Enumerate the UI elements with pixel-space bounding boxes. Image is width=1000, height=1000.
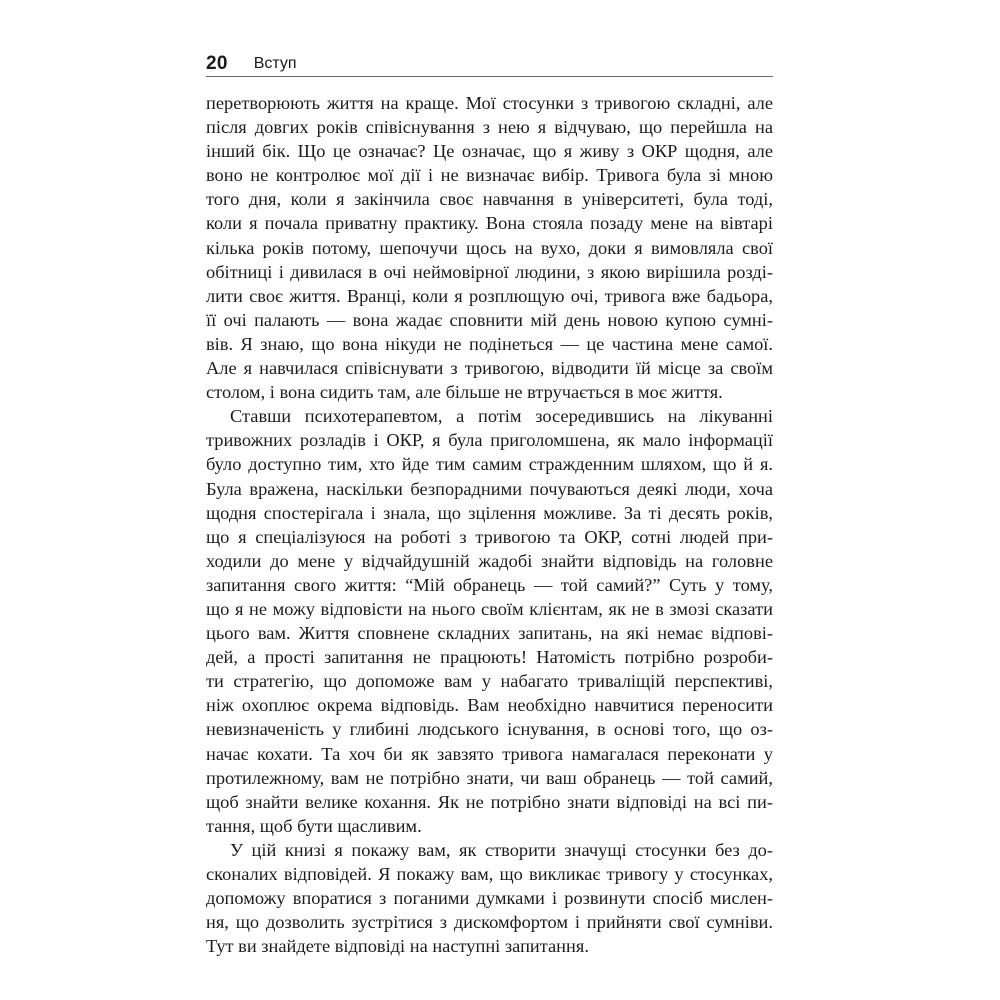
book-page xyxy=(206,52,773,958)
text-line: Тут ви знайдете відповіді на наступні запитання. xyxy=(206,936,589,957)
text-line: цього вам. Життя сповнене складних запитань, на які немає відпові- xyxy=(206,623,773,644)
text-line: що я не можу відповісти на нього своїм клієнтам, як не в змозі сказати xyxy=(206,598,773,619)
text-line: того дня, коли я закінчила своє навчання в університеті, була тоді, xyxy=(206,189,773,210)
text-line: після довгих років співіснування з нею я відчуваю, що перейшла на xyxy=(206,117,773,138)
text-line: лити своє життя. Вранці, коли я розплющую очі, тривога вже бадьора, xyxy=(206,285,773,306)
text-line: інший бік. Що це означає? Це означає, що я живу з ОКР щодня, але xyxy=(206,141,773,162)
text-line: ти стратегію, що допоможе вам у набагато триваліщій перспективі, xyxy=(206,671,773,692)
text-line: ня, що дозволить зустрітися з дискомфортом і прийняти свої сумніви. xyxy=(206,912,773,933)
text-line: воно не контролює мої дії і не визначає вибір. Тривога була зі мною xyxy=(206,165,773,186)
text-line: сконалих відповідей. Я покажу вам, що викликає тривогу у стосунках, xyxy=(206,864,773,884)
text-line: обітниці і дивилася в очі неймовірної людини, з якою вирішила розді- xyxy=(206,261,773,282)
text-line: коли я почала приватну практику. Вона стояла позаду мене на вівтарі xyxy=(206,213,773,234)
text-line: начає кохати. Та хоч би як завзято тривога намагалася переконати у xyxy=(206,743,773,764)
text-line: кілька років потому, шепочучи щось на вухо, доки я вимовляла свої xyxy=(206,237,773,258)
text-line: столом, і вона сидить там, але більше не втручається в моє життя. xyxy=(206,382,723,403)
text-line: протилежному, вам не потрібно знати, чи ваш обранець — той самий, xyxy=(206,767,773,788)
running-header xyxy=(206,52,773,77)
text-line: дей, а прості запитання не працюють! Натомість потрібно розроби- xyxy=(206,647,773,668)
text-line: запитання свого життя: “Мій обранець — той самий?” Суть у тому, xyxy=(206,574,773,595)
text-line: ніж охоплює окрема відповідь. Вам необхідно навчитися переносити xyxy=(206,695,773,716)
text-line: вів. Я знаю, що вона нікуди не подінеться — це частина мене самої. xyxy=(206,333,773,354)
page-number: 20 xyxy=(206,53,228,74)
text-line: Але я навчилася співіснувати з тривогою, відводити їй місце за своїм xyxy=(206,358,773,379)
text-line: щодня спостерігала і знала, що зцілення можливе. За ті десять років, xyxy=(206,502,773,523)
text-line: що я спеціалізуюся на роботі з тривогою та ОКР, сотні людей при- xyxy=(206,526,773,547)
text-line: щоб знайти велике кохання. Як не потрібно знати відповіді на всі пи- xyxy=(206,791,773,812)
paragraph xyxy=(206,838,773,958)
chapter-title: Вступ xyxy=(253,55,297,72)
text-line: Була вражена, наскільки безпорадними почуваються деякі люди, хоча xyxy=(206,478,773,499)
text-line: допоможу впоратися з поганими думками і розвинути спосіб мислен- xyxy=(206,888,773,909)
text-line: тривожних розладів і ОКР, я була приголомшена, як мало інформації xyxy=(206,430,773,451)
text-line: було доступно тим, хто йде тим самим стражденним шляхом, що й я. xyxy=(206,454,773,475)
text-line: невизначеність у глибині людського існування, в основі того, що оз- xyxy=(206,719,773,740)
text-line: ходили до мене у відчайдушній жадобі знайти відповідь на головне xyxy=(206,550,773,571)
text-line: тання, щоб бути щасливим. xyxy=(206,815,422,836)
text-line: перетворюють життя на краще. Мої стосунки з тривогою складні, але xyxy=(206,93,773,113)
body-text xyxy=(206,91,773,958)
paragraph xyxy=(206,91,773,404)
text-line: її очі палають — вона жадає сповнити мій день новою купою сумні- xyxy=(206,309,773,330)
text-line: Ставши психотерапевтом, а потім зосередившись на лікуванні xyxy=(230,406,773,427)
paragraph xyxy=(206,404,773,838)
text-line: У цій книзі я покажу вам, як створити значущі стосунки без до- xyxy=(230,839,773,860)
